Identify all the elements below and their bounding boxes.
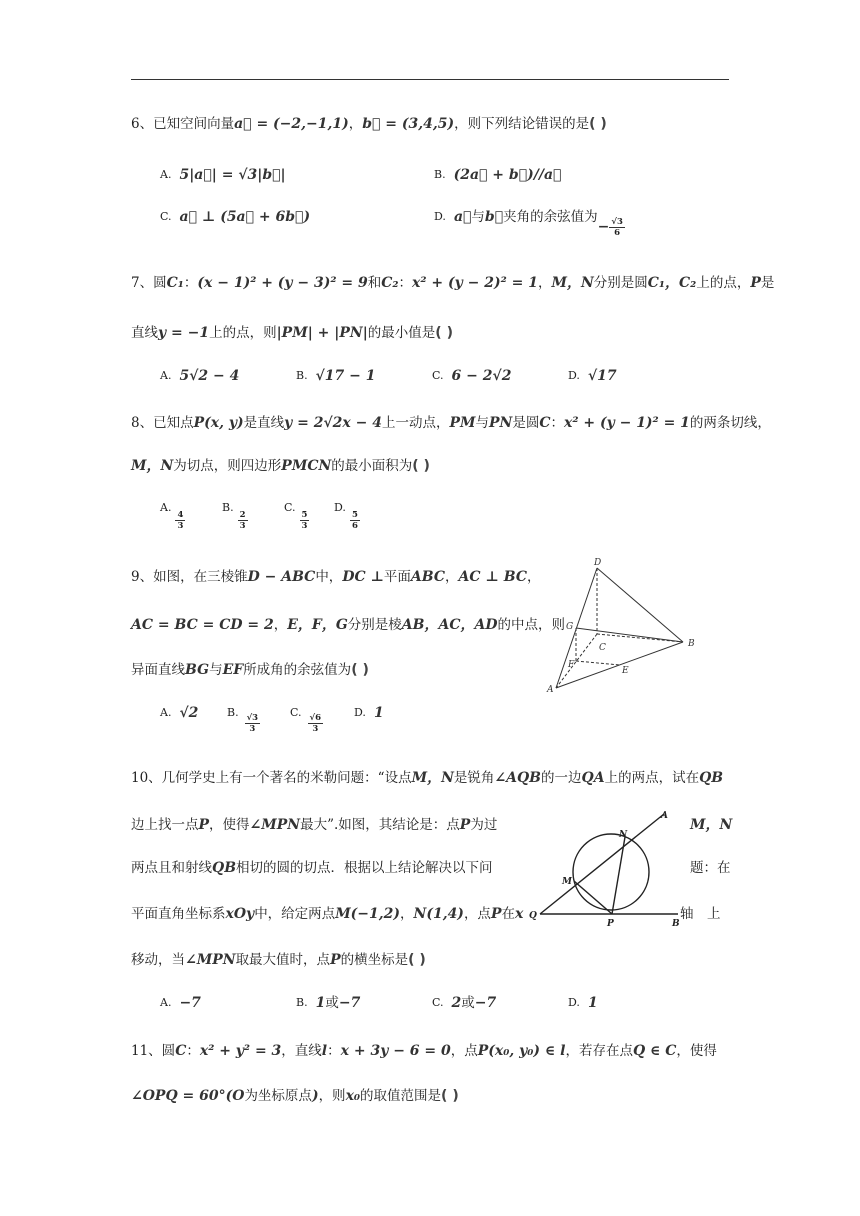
minus-sign: − — [597, 219, 610, 235]
q10-text: 中，给定两点 — [254, 906, 336, 922]
numerator: √3 — [246, 713, 259, 723]
option-text: 或 — [325, 995, 339, 1011]
q7-option-d — [568, 366, 617, 386]
q7-text: ： — [398, 275, 413, 291]
q10-text: 取最大值时，点 — [235, 952, 331, 968]
x0-symbol: x₀ — [345, 1088, 361, 1104]
question-10-stem-line5 — [131, 950, 426, 970]
vector-a: a⃗ = (−2,−1,1) — [234, 116, 349, 132]
question-10-stem-line1 — [131, 768, 723, 788]
q6-sep: ， — [348, 116, 363, 132]
denominator: 6 — [351, 521, 358, 531]
point-q: Q ∈ C — [632, 1043, 677, 1059]
q6-option-a — [160, 165, 286, 185]
option-text: 夹角的余弦值为 — [503, 209, 598, 225]
miller-figure — [525, 806, 690, 928]
q8-text: 8、已知点 — [131, 415, 194, 431]
point-m: M(−1,2) — [335, 906, 401, 922]
numerator: 5 — [301, 510, 308, 520]
q6-text: 6、已知空间向量 — [131, 116, 235, 132]
question-7-stem-line1 — [131, 273, 774, 293]
q8-text: 为切点，则四边形 — [173, 458, 282, 474]
distance-expression: |PM| + |PN| — [276, 325, 368, 341]
fraction — [308, 713, 324, 734]
option-label: A. — [160, 168, 172, 181]
option-label: D. — [354, 706, 366, 719]
q10-text: 的横坐标是 — [340, 952, 409, 968]
line-l: l — [321, 1043, 328, 1059]
q8-text: 与 — [475, 415, 490, 431]
q11-text: ： — [186, 1043, 200, 1059]
q9-text: 中， — [315, 569, 343, 585]
q9-text: 9、如图，在三棱锥 — [131, 569, 248, 585]
q7-text: 的最小值是 — [367, 325, 436, 341]
option-label: B. — [296, 369, 308, 382]
q10-option-c — [432, 993, 496, 1013]
circle-equation: x² + y² = 3 — [199, 1043, 282, 1059]
point-p: P — [750, 275, 761, 291]
denominator: 3 — [177, 521, 184, 531]
question-9-stem-line3 — [131, 660, 369, 680]
numerator: 4 — [177, 510, 184, 520]
q7-text: ： — [183, 275, 198, 291]
q7-text: 是 — [760, 275, 775, 291]
ray-qa — [540, 814, 664, 914]
segment-fe — [576, 661, 620, 665]
ray-qb: QB — [212, 860, 237, 876]
q8-text: 的两条切线， — [689, 415, 771, 431]
q10-option-b — [296, 993, 360, 1013]
q11-text: ，点 — [450, 1043, 478, 1059]
option-label: D. — [334, 501, 346, 514]
edge-names: AB，AC，AD — [401, 617, 498, 633]
q7-text: 上的点，则 — [209, 325, 277, 341]
q10-text: ，点 — [463, 906, 491, 922]
denominator: 3 — [249, 724, 256, 734]
q10-text: 轴 上 — [680, 906, 721, 922]
q10-option-d — [568, 993, 598, 1013]
q6-option-b — [434, 165, 561, 185]
q6-option-d — [434, 207, 625, 238]
option-label: C. — [160, 210, 172, 223]
question-11-stem-line2 — [131, 1086, 459, 1106]
perp-relation: DC ⊥ — [342, 569, 384, 585]
q10-option-a — [160, 993, 201, 1013]
question-8-stem-line1 — [131, 413, 771, 433]
answer-blank: ( ) — [441, 1088, 459, 1104]
q9-option-d — [354, 703, 384, 723]
q8-text: ： — [550, 415, 564, 431]
q11-text: ，直线 — [281, 1043, 322, 1059]
option-text: 1 — [587, 995, 598, 1011]
q7-option-c — [432, 366, 511, 386]
segment-pn: PN — [489, 415, 513, 431]
label-f: F — [568, 660, 575, 670]
option-label: B. — [434, 168, 446, 181]
q10-text: 相切的圆的切点．根据以上结论解决以下问 — [236, 860, 493, 876]
option-label: B. — [227, 706, 239, 719]
q11-text: ) — [311, 1088, 319, 1104]
q11-text: ，则 — [318, 1088, 346, 1104]
fraction — [300, 510, 310, 531]
q11-text: 为坐标原点 — [244, 1088, 312, 1104]
equation-c2: x² + (y − 2)² = 1 — [412, 275, 538, 291]
fraction — [238, 510, 248, 531]
numerator: 5 — [351, 510, 358, 520]
point-p: P(x₀, y₀) ∈ l — [477, 1043, 566, 1059]
option-text: −7 — [338, 995, 361, 1011]
tangent-circle — [573, 834, 649, 910]
q10-text: ， — [400, 906, 414, 922]
q8-text: 的最小面积为 — [331, 458, 413, 474]
label-a: A — [661, 811, 668, 821]
label-g: G — [566, 622, 574, 632]
option-label: D. — [434, 210, 446, 223]
ray-qa: QA — [581, 770, 605, 786]
points-mn: M，N — [551, 275, 594, 291]
q7-text: 7、圆 — [131, 275, 167, 291]
fraction — [350, 510, 360, 531]
question-10-stem-line2 — [131, 815, 497, 835]
label-q: Q — [529, 911, 537, 921]
denominator: 3 — [239, 521, 246, 531]
q9-option-b — [227, 703, 260, 734]
q7-text: 直线 — [131, 325, 158, 341]
option-label: B. — [296, 996, 308, 1009]
answer-blank: ( ) — [351, 662, 369, 678]
answer-blank: ( ) — [412, 458, 430, 474]
option-label: A. — [160, 706, 172, 719]
q8-option-d — [334, 498, 360, 531]
vector-a: a⃗ — [453, 209, 472, 225]
edge-db — [597, 568, 683, 642]
fraction — [175, 510, 185, 531]
option-text: √17 — [587, 368, 617, 384]
question-11-stem-line1 — [131, 1041, 717, 1061]
option-text: 1 — [373, 705, 384, 721]
label-e: E — [622, 666, 629, 676]
option-label: D. — [568, 996, 580, 1009]
q9-text: ， — [445, 569, 459, 585]
option-text: √2 — [179, 705, 199, 721]
q10-text: 边上找一点 — [131, 817, 199, 833]
label-b: B — [672, 919, 680, 928]
circles-c1-c2: C₁，C₂ — [647, 275, 697, 291]
question-10-stem-line3 — [131, 858, 493, 878]
point-p: P — [330, 952, 341, 968]
angle-mpn: ∠MPN — [249, 817, 301, 833]
q10-text: 10、几何学史上有一个著名的米勒问题：“设点 — [131, 770, 412, 786]
numerator: √3 — [611, 217, 623, 227]
q10-text: 为过 — [470, 817, 498, 833]
q10-text: 是锐角 — [453, 770, 495, 786]
circle-c2: C₂ — [381, 275, 399, 291]
origin-o: O — [232, 1088, 245, 1104]
option-text: 2 — [451, 995, 462, 1011]
label-p: P — [607, 919, 614, 928]
q10-text: 题：在 — [690, 860, 731, 876]
option-text: −7 — [179, 995, 201, 1011]
q10-text: 的一边 — [541, 770, 582, 786]
q6-option-c — [160, 207, 310, 227]
q10-text: 平面直角坐标系 — [131, 906, 226, 922]
angle-aqb: ∠AQB — [494, 770, 542, 786]
option-label: B. — [222, 501, 234, 514]
question-9-stem-line2 — [131, 615, 565, 635]
segment-mp — [574, 881, 612, 914]
q9-option-c — [290, 703, 323, 734]
question-10-stem-line4 — [131, 904, 523, 924]
denominator: 6 — [614, 228, 621, 238]
q9-text: ， — [526, 569, 541, 585]
q10-text: ，使得 — [209, 817, 250, 833]
line-equation: x + 3y − 6 = 0 — [340, 1043, 451, 1059]
pyramid-figure — [540, 555, 710, 700]
points-efg: E，F，G — [287, 617, 348, 633]
q10-text: 在 — [501, 906, 515, 922]
angle-mpn: ∠MPN — [185, 952, 236, 968]
denominator: 3 — [301, 521, 308, 531]
fraction — [609, 217, 625, 238]
label-m: M — [562, 877, 572, 887]
point-p: P — [490, 906, 502, 922]
q8-text: 是直线 — [243, 415, 285, 431]
denominator: 3 — [312, 724, 319, 734]
perp-relation: AC ⊥ BC — [458, 569, 527, 585]
option-label: C. — [432, 369, 444, 382]
q9-text: ， — [273, 617, 288, 633]
question-8-stem-line2 — [131, 456, 430, 476]
q11-text: ，若存在点 — [565, 1043, 633, 1059]
q11-text: ，使得 — [676, 1043, 717, 1059]
q9-option-a — [160, 703, 198, 723]
ray-qb: QB — [699, 770, 724, 786]
fraction — [245, 713, 261, 734]
segment-np — [612, 837, 625, 914]
circle-equation: x² + (y − 1)² = 1 — [564, 415, 690, 431]
quadrilateral: PMCN — [281, 458, 332, 474]
point-p: P — [459, 817, 471, 833]
q9-text: 的中点，则 — [497, 617, 565, 633]
q9-text: 所成角的余弦值为 — [243, 662, 352, 678]
option-text: 5|a⃗| = √3|b⃗| — [179, 167, 286, 183]
q10-text: 移动，当 — [131, 952, 185, 968]
q11-text: ： — [327, 1043, 341, 1059]
q11-text: ( — [225, 1088, 233, 1104]
option-text: −7 — [474, 995, 497, 1011]
q8-option-c — [284, 498, 309, 531]
q9-text: 平面 — [383, 569, 411, 585]
q11-text: 11、圆 — [131, 1043, 176, 1059]
label-b: B — [688, 639, 695, 649]
q10-line3-right — [690, 858, 731, 878]
point-n: N(1,4) — [413, 906, 464, 922]
option-label: A. — [160, 996, 172, 1009]
answer-blank: ( ) — [408, 952, 426, 968]
q8-option-b — [222, 498, 248, 531]
option-text: 5√2 − 4 — [179, 368, 240, 384]
edge-ab — [556, 642, 683, 688]
q7-text: 和 — [367, 275, 382, 291]
circle-c1: C₁ — [166, 275, 184, 291]
answer-blank: ( ) — [435, 325, 453, 341]
option-label: C. — [290, 706, 302, 719]
q10-text: 最大”.如图，其结论是：点 — [300, 817, 460, 833]
circle-c: C — [539, 415, 551, 431]
q8-option-a — [160, 498, 185, 531]
circle-c: C — [175, 1043, 187, 1059]
option-label: A. — [160, 501, 172, 514]
label-c: C — [599, 643, 606, 653]
points-mn: M，N — [690, 817, 733, 833]
option-label: C. — [284, 501, 296, 514]
points-mn: M，N — [411, 770, 454, 786]
label-d: D — [594, 558, 602, 568]
option-text: 6 − 2√2 — [451, 368, 512, 384]
label-n: N — [619, 830, 628, 840]
angle-opq: ∠OPQ = 60° — [131, 1088, 226, 1104]
q8-text: 上一动点， — [381, 415, 450, 431]
option-text: (2a⃗ + b⃗)//a⃗ — [453, 167, 562, 183]
line-bg: BG — [185, 662, 210, 678]
q11-text: 的取值范围是 — [360, 1088, 442, 1104]
numerator: 2 — [239, 510, 246, 520]
x-axis-symbol: x — [514, 906, 524, 922]
q10-text: 两点且和射线 — [131, 860, 212, 876]
line-equation: y = 2√2x − 4 — [284, 415, 382, 431]
option-text: 1 — [315, 995, 326, 1011]
line-equation: y = −1 — [158, 325, 210, 341]
equation-c1: (x − 1)² + (y − 3)² = 9 — [197, 275, 368, 291]
vector-b: b⃗ = (3,4,5) — [362, 116, 455, 132]
length-equation: AC = BC = CD = 2 — [131, 617, 274, 633]
segment-pm: PM — [449, 415, 476, 431]
q7-text: 分别是圆 — [593, 275, 648, 291]
question-7-stem-line2 — [131, 323, 453, 343]
numerator: √6 — [309, 713, 322, 723]
option-text: √17 − 1 — [315, 368, 376, 384]
q7-text: ， — [537, 275, 552, 291]
label-a: A — [547, 685, 554, 695]
points-mn: M，N — [131, 458, 174, 474]
pyramid-name: D − ABC — [247, 569, 316, 585]
option-text: 与 — [471, 209, 485, 225]
q7-option-a — [160, 366, 239, 386]
option-text: 或 — [461, 995, 475, 1011]
question-6-stem — [131, 114, 607, 134]
option-label: C. — [432, 996, 444, 1009]
line-ef: EF — [222, 662, 244, 678]
q9-text: 与 — [209, 662, 223, 678]
q10-line2-right — [690, 815, 732, 835]
option-text: a⃗ ⊥ (5a⃗ + 6b⃗) — [179, 209, 311, 225]
q9-text: 异面直线 — [131, 662, 185, 678]
question-9-stem-line1 — [131, 567, 540, 587]
coordinate-system: xOy — [225, 906, 255, 922]
vector-b: b⃗ — [484, 209, 504, 225]
answer-blank: ( ) — [589, 116, 607, 132]
q7-option-b — [296, 366, 376, 386]
plane-name: ABC — [410, 569, 446, 585]
q6-text-2: ，则下列结论错误的是 — [454, 116, 590, 132]
q9-text: 分别是棱 — [347, 617, 402, 633]
header-rule — [131, 79, 729, 80]
q7-text: 上的点， — [696, 275, 751, 291]
q10-text: 上的两点，试在 — [604, 770, 700, 786]
option-label: A. — [160, 369, 172, 382]
q8-text: 是圆 — [512, 415, 540, 431]
option-label: D. — [568, 369, 580, 382]
point-p: P(x, y) — [193, 415, 244, 431]
point-p: P — [198, 817, 210, 833]
